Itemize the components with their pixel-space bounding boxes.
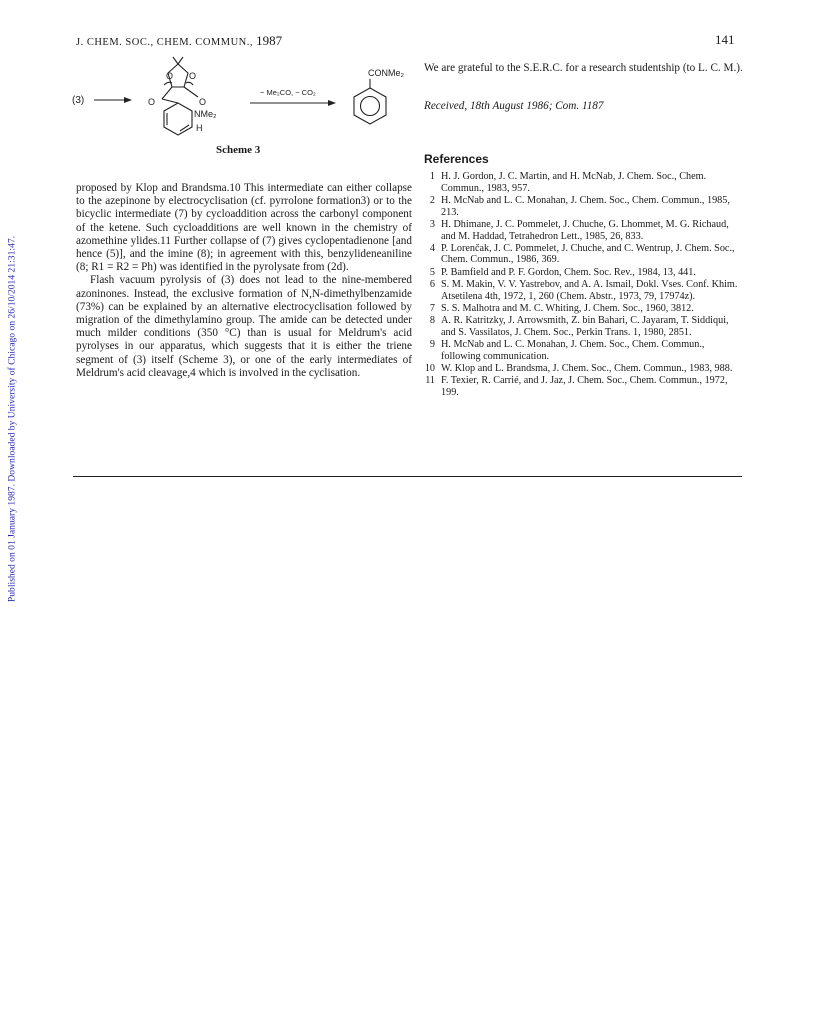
gem-dimethyl-bond (173, 57, 178, 64)
reference-item (424, 243, 744, 266)
body-paragraph: proposed by Klop and Brandsma.10 This intermediate can either collapse to the azepinone by electrocyclisation (cf. pyrrolone formation3) or to the bicyclic intermediate (7) by cycloaddition across the carbonyl component of the ketene. Such cycloadditions are well known in the chemistry of azomethine ylides.11 Further collapse of (7) gives cyclopentadienone [and hence (5)], and the imine (8); in agreement with this, benzylideneaniline (8; R1 = R2 = Ph) was identified in the pyrolysate from (2d). (76, 182, 412, 274)
reference-text: P. Lorenčak, J. C. Pommelet, J. Chuche, and C. Wentrup, J. Chem. Soc., Chem. Commun., 1986, 369. (441, 242, 735, 266)
references-heading: References (424, 152, 489, 166)
reference-text: H. McNab and L. C. Monahan, J. Chem. Soc., Chem. Commun., following communication. (441, 338, 705, 362)
left-column-body (76, 182, 412, 380)
reference-text: S. S. Malhotra and M. C. Whiting, J. Chem. Soc., 1960, 3812. (441, 302, 694, 314)
body-paragraph: Flash vacuum pyrolysis of (3) does not lead to the nine-membered azoninones. Instead, the exclusive formation of N,N-dimethylbenzamide (73%) can be explained by an alternative electrocyclisation followed by migration of the dimethylamino group. The amide can be detected under much milder conditions (350 °C) than is usual for Meldrum's acid pyrolyses in our apparatus, which suggests that it is either the triene segment of (3) itself (Scheme 3), or one of the early intermediates of Meldrum's acid cleavage,4 which is involved in the cyclisation. (76, 274, 412, 379)
references-list (424, 171, 744, 399)
gem-dimethyl-bond (178, 57, 183, 64)
reference-number: 3 (429, 218, 435, 230)
reaction-condition: − Me₂CO, − CO₂ (260, 88, 316, 97)
reference-number: 2 (429, 194, 435, 206)
reference-text: P. Bamfield and P. F. Gordon, Chem. Soc. Rev., 1984, 13, 441. (441, 266, 696, 278)
reference-number: 11 (425, 374, 435, 386)
scheme-caption: Scheme 3 (216, 144, 261, 156)
carbonyl-bond (162, 87, 172, 99)
scheme-3-figure (72, 55, 422, 145)
reference-item (424, 375, 744, 398)
reference-text: A. R. Katritzky, J. Arrowsmith, Z. bin Bahari, C. Jayaram, T. Siddiqui, and S. Vassilatos, J. Chem. Soc., Perkin Trans. 1, 1980, 2851. (441, 314, 729, 338)
reference-item (424, 279, 744, 302)
carbonyl-oxygen: O (199, 97, 207, 107)
reference-item (424, 339, 744, 362)
amide-group-label: CONMe₂ (368, 68, 404, 78)
received-date: Received, 18th August 1986; Com. 1187 (424, 100, 604, 112)
page-bottom-rule (73, 476, 742, 477)
hydrogen-label: H (196, 123, 203, 133)
reference-text: F. Texier, R. Carrié, and J. Jaz, J. Chem. Soc., Chem. Commun., 1972, 199. (441, 374, 728, 398)
reference-number: 4 (429, 242, 435, 254)
reference-number: 9 (429, 338, 435, 350)
carbonyl-oxygen: O (148, 97, 156, 107)
reference-text: H. McNab and L. C. Monahan, J. Chem. Soc., Chem. Commun., 1985, 213. (441, 194, 730, 218)
reference-text: H. Dhimane, J. C. Pommelet, J. Chuche, G. Lhommet, M. G. Richaud, and M. Haddad, Tetrahedron Lett., 1985, 26, 833. (441, 218, 729, 242)
reference-text: S. M. Makin, V. V. Yastrebov, and A. A. Ismail, Dokl. Vses. Conf. Khim. Atsetilena 4th, 1972, 1, 260 (Chem. Abstr., 1973, 79, 17974z). (441, 278, 738, 302)
reference-number: 10 (424, 362, 435, 374)
journal-name: J. CHEM. SOC., CHEM. COMMUN., (76, 37, 253, 48)
benzene-ring (354, 88, 386, 124)
reference-number: 6 (429, 278, 435, 290)
acknowledgement: We are grateful to the S.E.R.C. for a research studentship (to L. C. M.). (424, 62, 743, 74)
arrow-head-icon (328, 100, 336, 106)
reference-number: 8 (429, 314, 435, 326)
oxygen-label: O (189, 71, 197, 81)
reference-item (424, 195, 744, 218)
oxygen-label: O (166, 71, 174, 81)
reference-text: W. Klop and L. Brandsma, J. Chem. Soc., Chem. Commun., 1983, 988. (441, 362, 733, 374)
reference-number: 5 (429, 266, 435, 278)
curved-arrow-icon (186, 82, 193, 85)
arrow-head-icon (124, 97, 132, 103)
reference-item (424, 363, 744, 375)
reference-text: H. J. Gordon, J. C. Martin, and H. McNab, J. Chem. Soc., Chem. Commun., 1983, 957. (441, 171, 707, 194)
reference-item (424, 303, 744, 315)
carbonyl-bond (184, 87, 198, 97)
page-number: 141 (715, 32, 735, 47)
running-header-journal (76, 33, 282, 49)
download-stamp (3, 212, 21, 626)
reference-number: 7 (429, 302, 435, 314)
ring-bond (162, 99, 178, 103)
dimethylamino-label: NMe₂ (194, 109, 217, 119)
reference-item (424, 267, 744, 279)
download-stamp-text: Published on 01 January 1987. Downloaded by University of Chicago on 26/10/2014 21:31:47. (6, 235, 18, 603)
compound-label: (3) (72, 95, 85, 106)
aromatic-circle (361, 97, 380, 116)
cyclohexadiene-ring (164, 103, 192, 135)
journal-year: 1987 (256, 33, 283, 48)
reference-item (424, 171, 744, 194)
reference-item (424, 315, 744, 338)
reference-item (424, 219, 744, 242)
reference-number: 1 (429, 171, 435, 182)
